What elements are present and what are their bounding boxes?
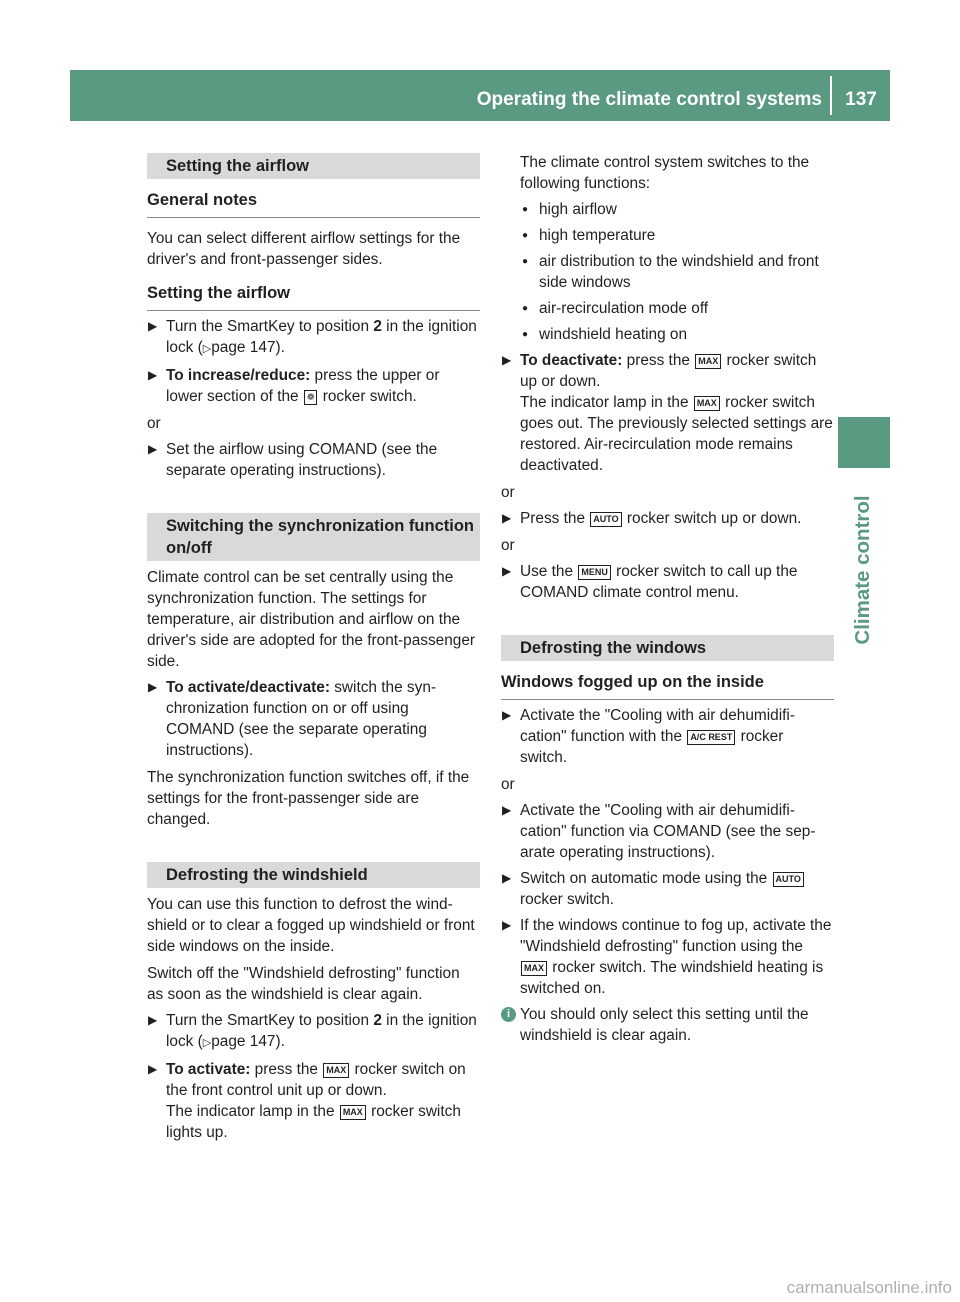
section-heading: Switching the synchronization function on/off (147, 513, 480, 561)
or-text: or (501, 537, 515, 554)
triangle-right-icon: ▶ (502, 918, 512, 932)
or-text: or (501, 776, 515, 793)
max-defrost-icon: MAX (323, 1063, 349, 1078)
max-defrost-icon: MAX (694, 396, 720, 411)
paragraph: Switch off the "Windshield defrosting" function as soon as the windshield is clear again. (147, 965, 460, 1003)
instruction-step: ▶ Turn the SmartKey to position 2 in the ignition lock (▷page 147). (148, 318, 477, 356)
max-defrost-icon: MAX (340, 1105, 366, 1120)
bullet-icon: ● (522, 204, 529, 215)
triangle-right-icon: ▶ (502, 871, 512, 885)
airflow-fan-icon: ❁ (304, 390, 318, 405)
chapter-title: Operating the climate control systems (476, 89, 822, 110)
triangle-right-icon: ▶ (502, 708, 512, 722)
instruction-step: ▶ To deactivate: press the MAX rocker switch up or down. The indicator lamp in the MAX rocker switch goes out. The previously selected settings are restored. Air-recirculation mode remains deactivated. (502, 352, 833, 474)
triangle-right-icon: ▶ (148, 442, 158, 456)
instruction-step: ▶ If the windows continue to fog up, activate the "Windshield defrosting" function using the MAX rocker switch. The windshield heating is switched on. (502, 917, 832, 997)
left-column (147, 153, 480, 1143)
triangle-right-icon: ▶ (502, 564, 512, 578)
auto-button-icon: AUTO (590, 512, 621, 527)
paragraph: The climate control system switches to the following functions: (520, 154, 810, 192)
bullet-icon: ● (522, 303, 529, 314)
page-number: 137 (845, 89, 877, 110)
instruction-step: ▶ Turn the SmartKey to position 2 in the ignition lock (▷page 147). (148, 1012, 477, 1050)
triangle-right-icon: ▶ (148, 680, 158, 694)
paragraph: You can select different airflow settings for the driver's and front-passenger sides. (147, 230, 461, 268)
bullet-icon: ● (522, 230, 529, 241)
instruction-step: ▶ Switch on automatic mode using the AUTO rocker switch. (501, 868, 834, 910)
auto-button-icon: AUTO (773, 872, 804, 887)
paragraph: You can use this function to defrost the windshield or to clear a fogged up windshield or front side windows on the inside. (147, 896, 475, 955)
instruction-step: ▶ Activate the "Cooling with air dehumidification" function via COMAND (see the separate operating instructions). (502, 802, 816, 861)
list-item: ● air-recirculation mode off (522, 300, 709, 317)
page-ref-arrow-icon: ▷ (202, 1037, 212, 1049)
subheading: General notes (147, 189, 480, 218)
max-defrost-icon: MAX (695, 354, 721, 369)
triangle-right-icon: ▶ (502, 511, 512, 525)
section-heading: Defrosting the windows (501, 635, 834, 661)
header-divider (830, 76, 832, 115)
list-item: ● high airflow (522, 201, 617, 218)
right-column (501, 152, 834, 1046)
subheading: Setting the airflow (147, 282, 480, 311)
or-text: or (501, 484, 515, 501)
list-item: ● air distribution to the windshield and front side windows (522, 253, 819, 291)
instruction-step: ▶ Activate the "Cooling with air dehumidification" function with the A/C REST rocker switch. (502, 707, 795, 766)
page-reference[interactable]: page 147). (211, 339, 285, 356)
bullet-icon: ● (522, 329, 529, 340)
instruction-step: ▶ Press the AUTO rocker switch up or down. (502, 510, 802, 527)
instruction-step: ▶ To increase/reduce: press the upper or lower section of the ❁ rocker switch. (148, 367, 440, 405)
or-text: or (147, 415, 161, 432)
list-item: ● windshield heating on (522, 326, 688, 343)
watermark: carmanualsonline.info (786, 1278, 952, 1297)
info-icon: i (501, 1007, 516, 1022)
paragraph: The synchronization function switches off, if the settings for the front-passenger side are changed. (147, 769, 470, 828)
section-heading: Defrosting the windshield (147, 862, 480, 888)
triangle-right-icon: ▶ (502, 803, 512, 817)
page-reference[interactable]: page 147). (211, 1033, 285, 1050)
paragraph: Climate control can be set centrally using the synchronization function. The settings for temperature, air distribution and airflow on the driver's side are adopted for the front-passenger side. (147, 569, 476, 670)
side-tab-label: Climate control (851, 495, 874, 645)
instruction-step: ▶ Set the airflow using COMAND (see the separate operating instructions). (148, 441, 438, 479)
bullet-icon: ● (522, 256, 529, 267)
instruction-step: ▶ To activate: press the MAX rocker switch on the front control unit up or down. The indicator lamp in the MAX rocker switch lights up. (148, 1061, 466, 1141)
triangle-right-icon: ▶ (148, 319, 158, 333)
section-heading: Setting the airflow (147, 153, 480, 179)
ac-rest-icon: A/C REST (687, 730, 735, 745)
menu-button-icon: MENU (578, 565, 611, 580)
triangle-right-icon: ▶ (148, 1062, 158, 1076)
triangle-right-icon: ▶ (502, 353, 512, 367)
info-note: i You should only select this setting until the windshield is clear again. (501, 1004, 834, 1046)
instruction-step: ▶ To activate/deactivate: switch the synchronization function on or off using COMAND (see the separate operating instructions). (148, 679, 437, 759)
max-defrost-icon: MAX (521, 961, 547, 976)
triangle-right-icon: ▶ (148, 368, 158, 382)
list-item: ● high temperature (522, 227, 656, 244)
subheading: Windows fogged up on the inside (501, 671, 834, 700)
triangle-right-icon: ▶ (148, 1013, 158, 1027)
instruction-step: ▶ Use the MENU rocker switch to call up the COMAND climate control menu. (502, 563, 798, 601)
page-ref-arrow-icon: ▷ (202, 343, 212, 355)
